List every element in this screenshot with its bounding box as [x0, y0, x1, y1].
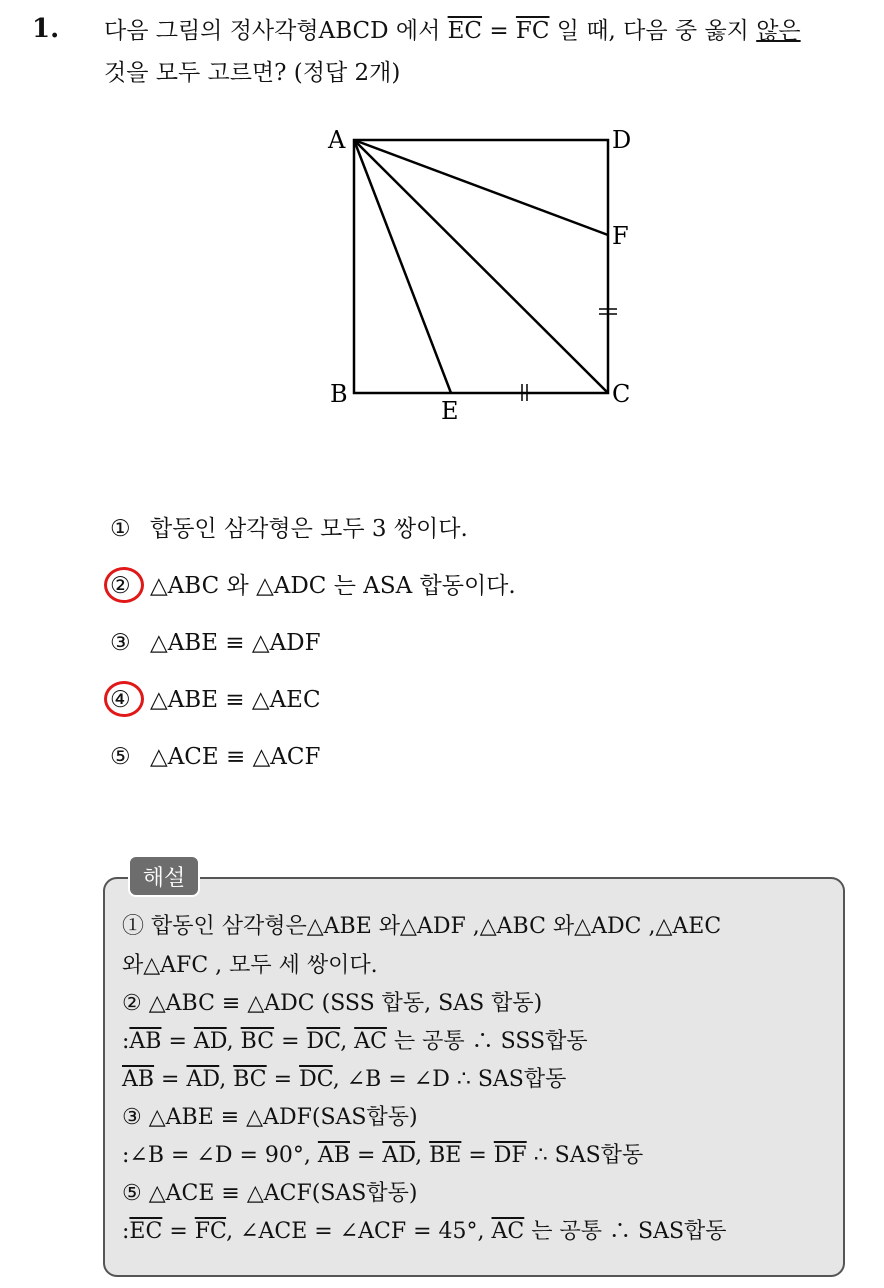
choice-3[interactable] [110, 626, 321, 660]
segment-ac: $\overline{AC}$ [491, 1219, 525, 1244]
solution-line-9 [122, 1216, 727, 1248]
choice-text: △ACE ≡ △ACF [150, 744, 321, 770]
equals: = [154, 1067, 187, 1092]
equals: = [162, 1219, 195, 1244]
choice-number: ⑤ [110, 744, 131, 770]
text: 는 공통 ∴ SAS합동 [524, 1219, 727, 1244]
segment-ac: $\overline{AC}$ [354, 1029, 387, 1054]
label-b: B [330, 380, 348, 408]
equals: = [461, 1143, 494, 1168]
choice-text: △ABE ≡ △AEC [150, 687, 321, 713]
choice-5[interactable] [110, 740, 320, 774]
segment-dc: $\overline{DC}$ [299, 1067, 333, 1092]
segment-df: $\overline{DF}$ [493, 1143, 527, 1168]
solution-line-4 [122, 1026, 588, 1058]
equals: = [266, 1067, 300, 1092]
label-c: C [612, 380, 631, 408]
answer-mark-2 [104, 567, 144, 603]
choice-text: △ABE ≡ △ADF [150, 630, 321, 656]
answer-mark-4 [104, 681, 144, 717]
comma: , [226, 1029, 241, 1054]
choice-2[interactable] [110, 569, 516, 603]
choice-text: △ABC 와 △ADC 는 ASA 합동이다. [150, 573, 516, 599]
solution-label: 해설 [128, 855, 200, 897]
label-a: A [328, 126, 346, 154]
segment-dc: $\overline{DC}$ [306, 1029, 341, 1054]
question-line-2: 것을 모두 고르면? (정답 2개) [104, 60, 401, 86]
segment-ec: $\overline{EC}$ [129, 1219, 163, 1244]
text: : [122, 1029, 130, 1054]
equals: = [274, 1029, 307, 1054]
label-e: E [441, 397, 459, 425]
question-text: 일 때, 다음 중 옳지 [549, 18, 757, 44]
underlined-not: 않은 [756, 18, 801, 44]
choice-text: 합동인 삼각형은 모두 3 쌍이다. [150, 516, 468, 542]
comma: , [219, 1067, 234, 1092]
segment-ad: $\overline{AD}$ [382, 1143, 416, 1168]
choice-number: ④ [110, 687, 131, 713]
solution-line-1: ① 합동인 삼각형은△ABE 와△ADF ,△ABC 와△ADC ,△AEC [122, 914, 722, 939]
segment-ec: $\overline{EC}$ [447, 18, 483, 44]
equals: = [349, 1143, 383, 1168]
label-d: D [612, 126, 632, 154]
equals: = [161, 1029, 194, 1054]
text: 는 공통 ∴ SSS합동 [386, 1029, 588, 1054]
segment-ad: $\overline{AD}$ [193, 1029, 227, 1054]
segment-ab: $\overline{AB}$ [129, 1029, 162, 1054]
comma: , [415, 1143, 430, 1168]
label-f: F [612, 222, 629, 250]
segment-ad: $\overline{AD}$ [186, 1067, 220, 1092]
segment-bc: $\overline{BC}$ [240, 1029, 275, 1054]
text: ∴ SAS합동 [526, 1143, 644, 1168]
solution-line-3: ② △ABC ≡ △ADC (SSS 합동, SAS 합동) [122, 991, 543, 1016]
segment-ab: $\overline{AB}$ [122, 1067, 155, 1092]
segment-ae [354, 140, 451, 393]
solution-line-5 [122, 1064, 566, 1096]
segment-fc: $\overline{FC}$ [194, 1219, 227, 1244]
text: , ∠ACE = ∠ACF = 45°, [226, 1219, 492, 1244]
segment-be: $\overline{BE}$ [429, 1143, 462, 1168]
text: , ∠B = ∠D ∴ SAS합동 [332, 1067, 567, 1092]
text: :∠B = ∠D = 90°, [122, 1143, 318, 1168]
choice-number: ③ [110, 630, 131, 656]
solution-line-7 [122, 1140, 643, 1172]
choice-1[interactable] [110, 512, 468, 546]
segment-bc: $\overline{BC}$ [233, 1067, 267, 1092]
segment-fc: $\overline{FC}$ [515, 18, 550, 44]
text: : [122, 1219, 130, 1244]
solution-line-2: 와△AFC , 모두 세 쌍이다. [122, 953, 378, 978]
question-text: 다음 그림의 정사각형ABCD 에서 [104, 18, 448, 44]
question-number: 1. [32, 14, 60, 44]
segment-af [354, 140, 608, 235]
segment-ac [354, 140, 608, 393]
equals: = [482, 18, 516, 44]
comma: , [340, 1029, 355, 1054]
segment-ab: $\overline{AB}$ [317, 1143, 350, 1168]
choice-number: ① [110, 516, 131, 542]
square-figure [0, 0, 884, 440]
choice-number: ② [110, 573, 131, 599]
solution-line-8: ⑤ △ACE ≡ △ACF(SAS합동) [122, 1181, 418, 1206]
solution-line-6: ③ △ABE ≡ △ADF(SAS합동) [122, 1105, 418, 1130]
